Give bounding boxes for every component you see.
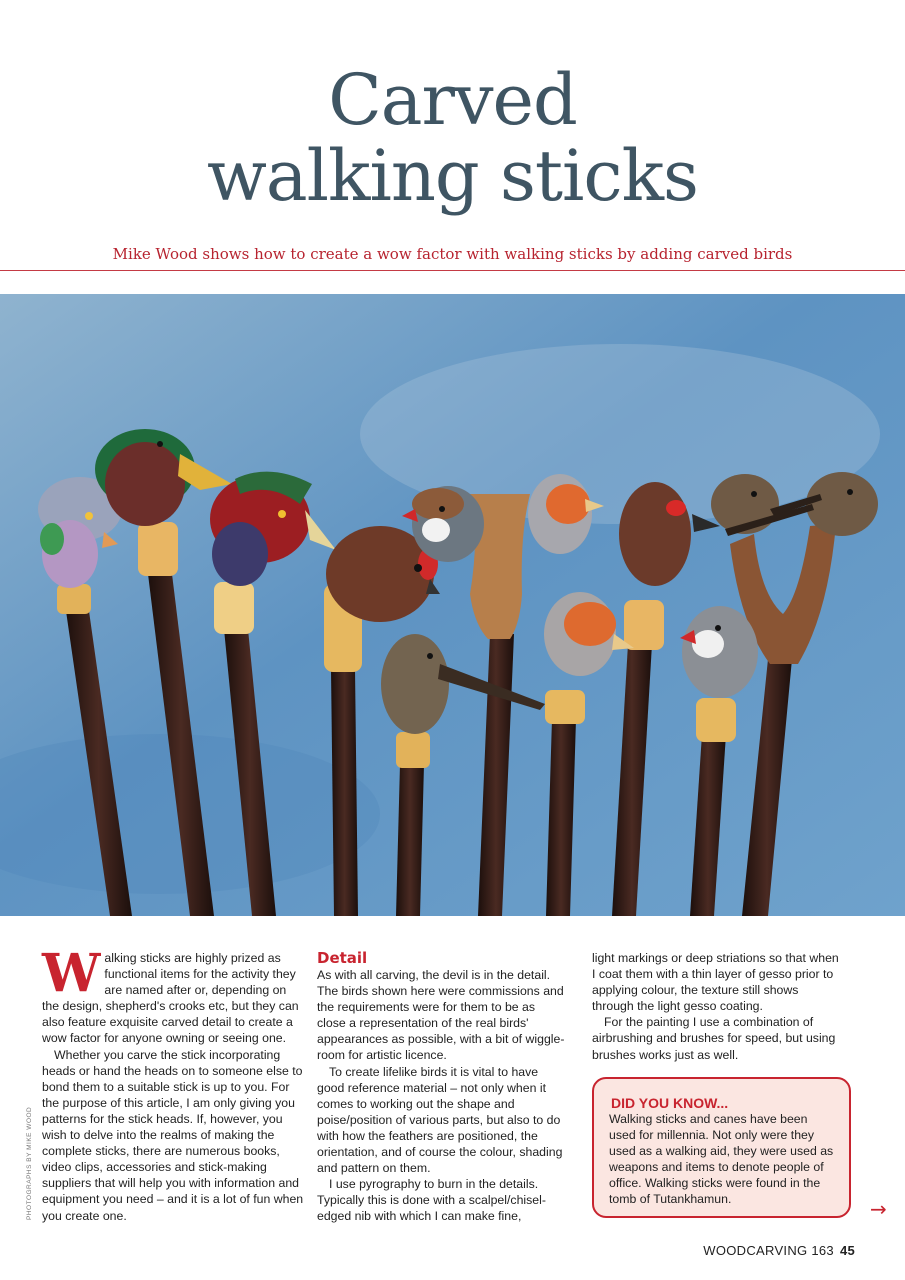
body-column-1 [42,943,304,1224]
body-paragraph: I use pyrography to burn in the details. Typically this is done with a scalpel/chisel-edged nib with which I can make fine, [317,1177,546,1224]
page-number: 45 [839,1243,855,1258]
body-paragraph: For the painting I use a combination of airbrushing and brushes for speed, but using brushes works just as well. [592,1015,836,1062]
drop-cap: W [42,943,101,1004]
intro-paragraph [42,943,304,1047]
did-you-know-box [592,1077,851,1218]
body-column-3 [592,950,842,1063]
continue-arrow-icon: → [870,1197,887,1221]
body-column-2 [317,950,565,1225]
intro-text: alking sticks are highly prized as functional items for the activity they are named after or, depending on the design, shepherd's crooks etc, but they can also feature exquisite carved detail to create a wow factor for anyone owning or seeing one. [42,951,299,1046]
header-divider [0,270,905,271]
body-paragraph: As with all carving, the devil is in the detail. The birds shown here were commissions and the requirements were for them to be as close a representation of the real birds' appearances as possible, with a bit of wiggle-room for artistic licence. [317,968,565,1063]
title-line-1: Carved [328,59,577,141]
page-footer [703,1243,855,1258]
article-title [0,59,905,217]
walking-sticks-photo [0,294,905,916]
title-line-2: walking sticks [207,135,698,217]
body-paragraph: light markings or deep striations so that when I coat them with a thin layer of gesso prior to applying colour, the texture still shows through the light gesso coating. [592,951,839,1014]
body-paragraph: Whether you carve the stick incorporating heads or hand the heads on to someone else to bond them to a suitable stick is up to you. For the purpose of this article, I am only giving you patterns for the stick heads. If, however, you wish to delve into the realms of making the complete sticks, there are numerous books, video clips, accessories and stick-making suppliers that will help you with information and equipment you need – and it is a lot of fun when you create one. [42,1047,304,1223]
did-you-know-body: Walking sticks and canes have been used for millennia. Not only were they used as a walking aid, they were used as weapons and items to denote people of office. Walking sticks were found in the tomb of Tutankhamun. [609,1112,834,1206]
section-heading-detail: Detail [317,949,368,967]
article-standfirst: Mike Wood shows how to create a wow factor with walking sticks by adding carved birds [112,245,793,263]
photo-credit: PHOTOGRAPHS BY MIKE WOOD [26,1106,33,1220]
did-you-know-title: DID YOU KNOW... [611,1095,729,1111]
magazine-issue: WOODCARVING 163 [703,1243,834,1258]
body-paragraph: To create lifelike birds it is vital to have good reference material – not only when it comes to working out the shape and poise/position of various parts, but also to do with how the feathers are positioned, the orientation, and of course the colour, shading and pattern on them. [317,1064,563,1176]
